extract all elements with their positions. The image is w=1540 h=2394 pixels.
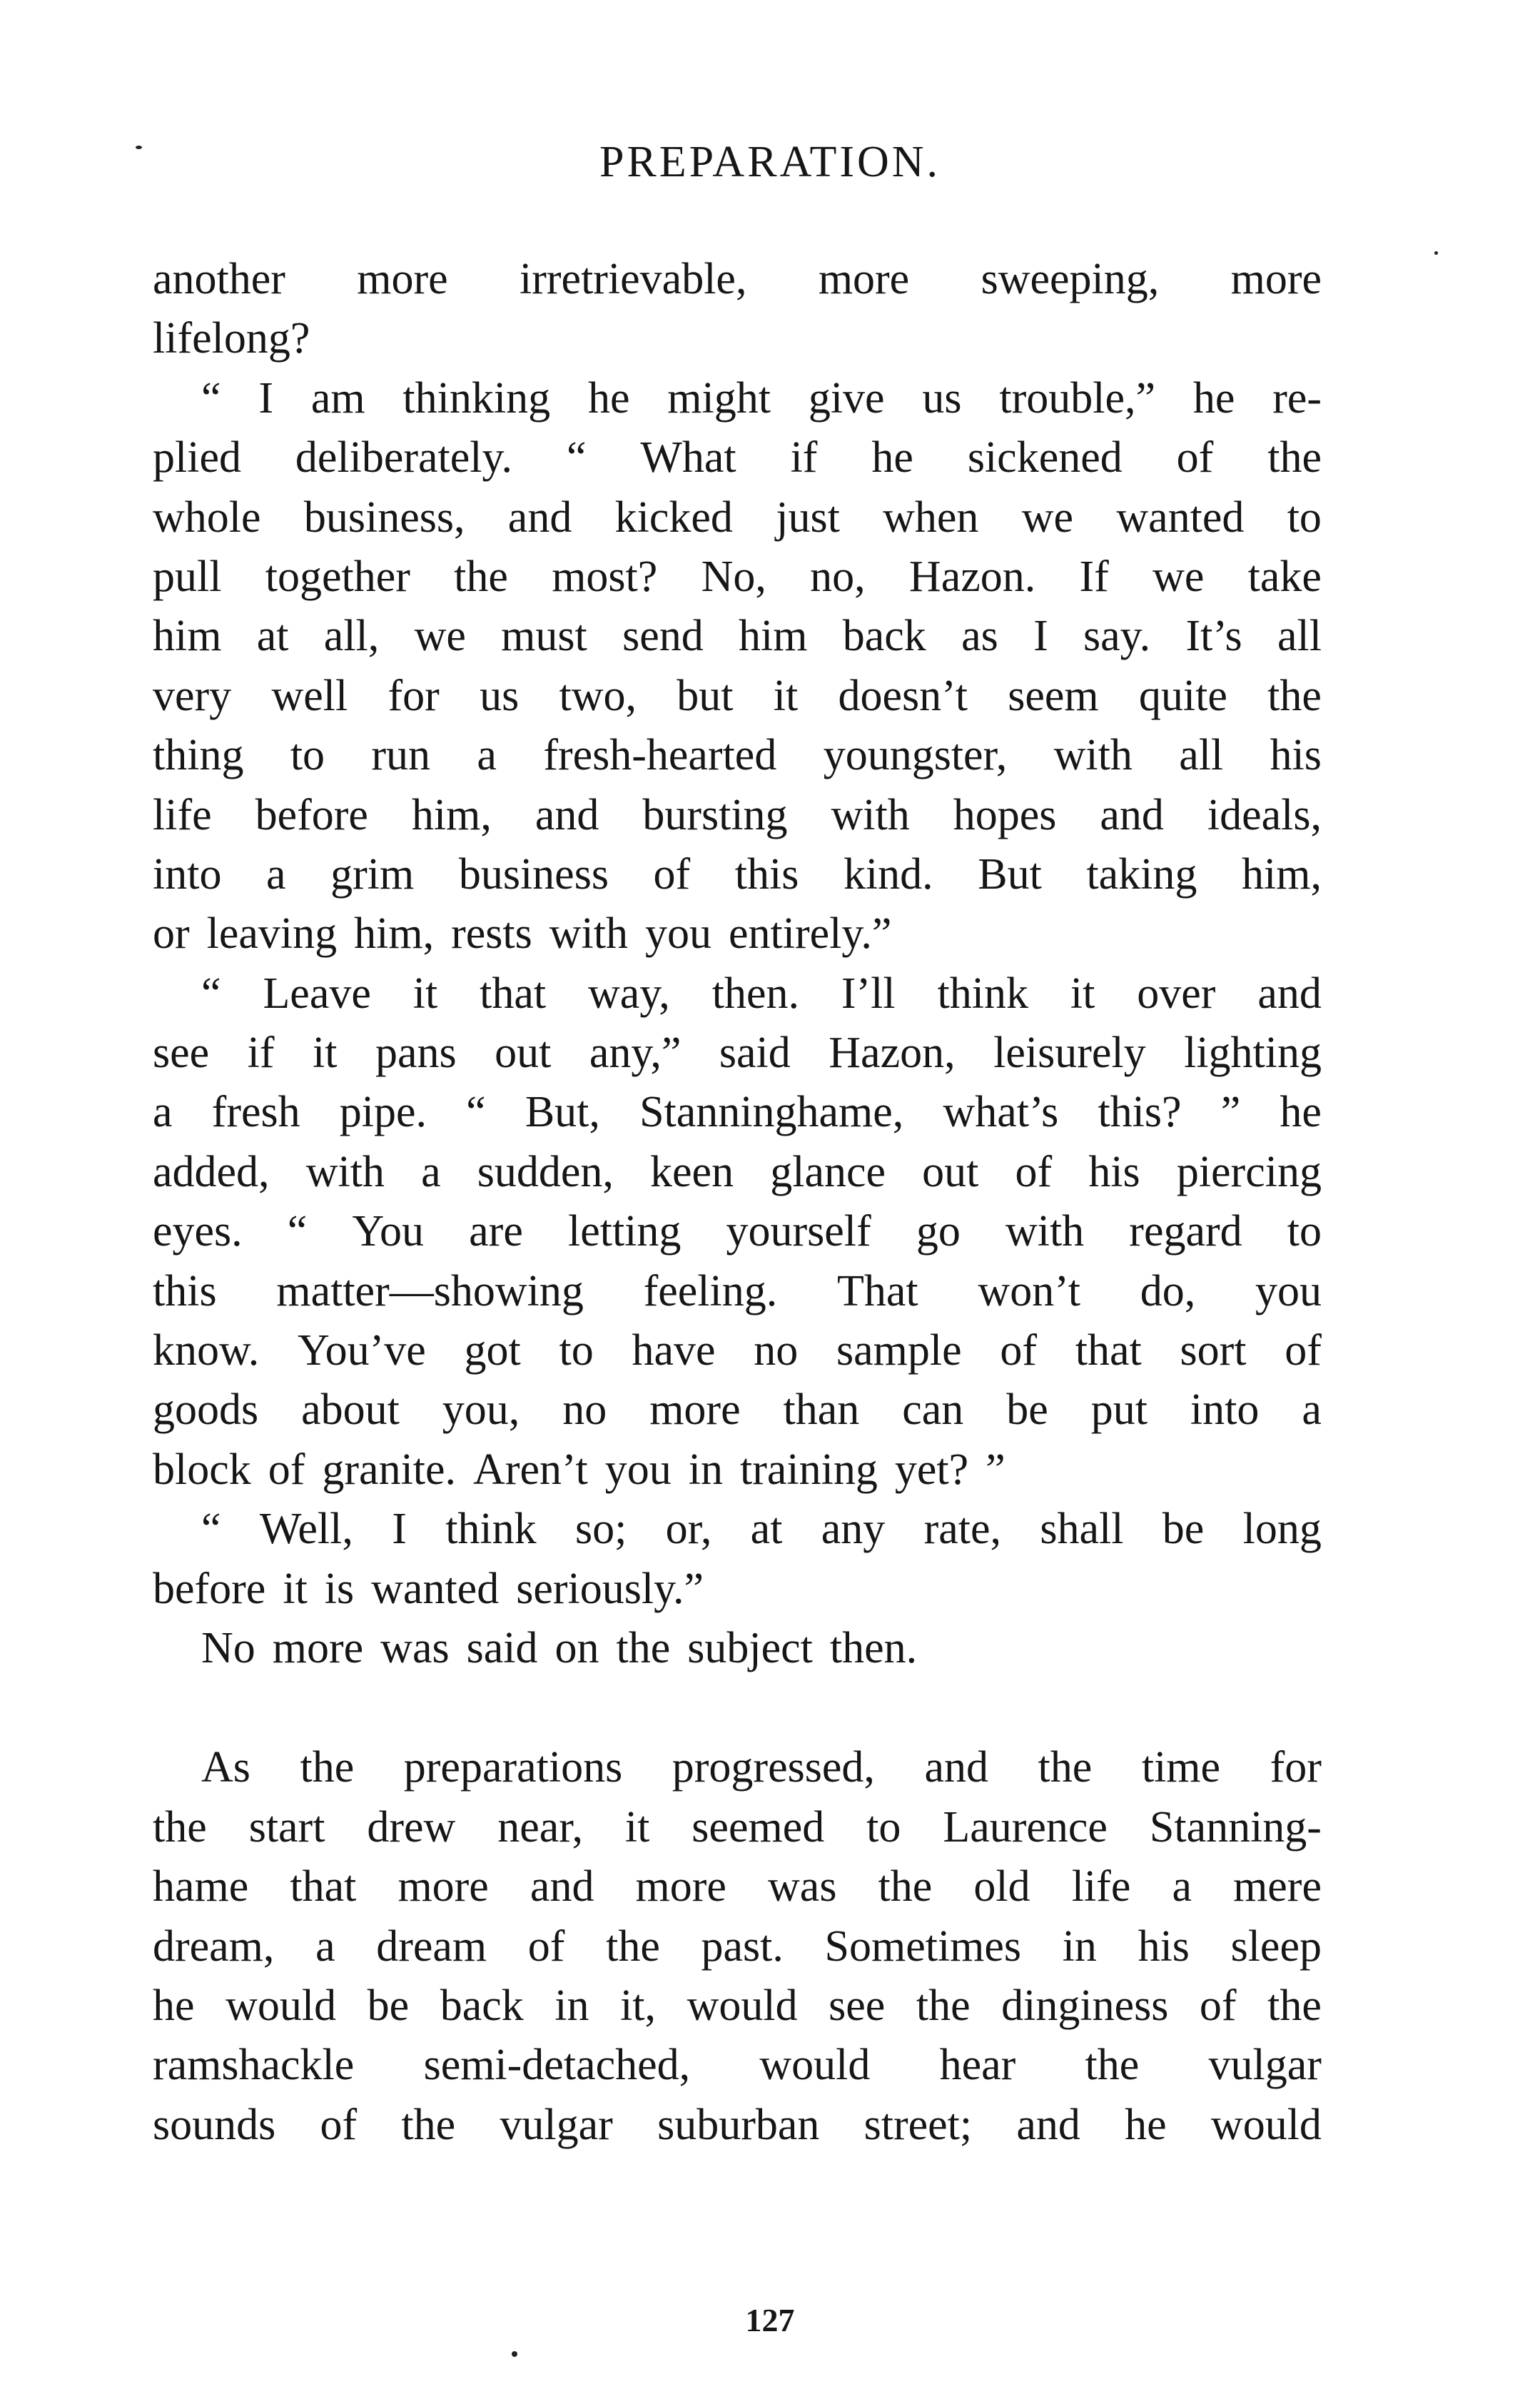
text-line: thing to run a fresh-hearted youngster, with all his — [153, 731, 1322, 780]
text-line: whole business, and kicked just when we wanted to — [153, 493, 1322, 542]
text-line: very well for us two, but it doesn’t seem quite the — [153, 671, 1322, 720]
text-line: a fresh pipe. “ But, Stanninghame, what’s this? ” he — [153, 1088, 1322, 1137]
text-line: he would be back in it, would see the dinginess of the — [153, 1981, 1322, 2030]
text-line: this matter—showing feeling. That won’t do, you — [153, 1266, 1322, 1315]
text-line: plied deliberately. “ What if he sickened of the — [153, 433, 1322, 483]
text-line: dream, a dream of the past. Sometimes in his sleep — [153, 1921, 1322, 1971]
section-break — [153, 1678, 1322, 1738]
text-line: into a grim business of this kind. But taking him, — [153, 849, 1322, 899]
text-line: or leaving him, rests with you entirely.” — [153, 909, 892, 959]
text-line: life before him, and bursting with hopes and ideals, — [153, 790, 1322, 839]
text-line: hame that more and more was the old life a mere — [153, 1862, 1322, 1911]
ink-speck — [512, 2351, 517, 2357]
text-line: him at all, we must send him back as I say. It’s all — [153, 612, 1322, 661]
text-line: ramshackle semi-detached, would hear the vulgar — [153, 2041, 1322, 2090]
text-line: lifelong? — [153, 314, 310, 363]
body-text — [153, 250, 1322, 2155]
text-line: another more irretrievable, more sweeping, more — [153, 255, 1322, 303]
page-number: 127 — [745, 2302, 795, 2338]
text-line: added, with a sudden, keen glance out of his piercing — [153, 1147, 1322, 1196]
text-line: block of granite. Aren’t you in training yet? ” — [153, 1445, 1005, 1494]
ink-speck — [1434, 251, 1438, 255]
text-line: As the preparations progressed, and the time for — [201, 1743, 1322, 1792]
text-line: “ I am thinking he might give us trouble,” he re- — [201, 373, 1322, 423]
text-line: see if it pans out any,” said Hazon, leisurely lighting — [153, 1029, 1322, 1078]
text-line: the start drew near, it seemed to Laurence Stanning- — [153, 1802, 1322, 1852]
text-line: know. You’ve got to have no sample of that sort of — [153, 1326, 1322, 1375]
text-line: before it is wanted seriously.” — [153, 1564, 704, 1613]
running-head: PREPARATION. — [599, 138, 941, 186]
text-line: sounds of the vulgar suburban street; and he would — [153, 2100, 1322, 2149]
text-line: “ Well, I think so; or, at any rate, shall be long — [201, 1505, 1322, 1554]
ink-speck — [136, 146, 142, 149]
text-line: No more was said on the subject then. — [201, 1623, 918, 1672]
text-line: “ Leave it that way, then. I’ll think it over and — [201, 969, 1322, 1018]
text-line: pull together the most? No, no, Hazon. If we take — [153, 552, 1322, 601]
text-line: goods about you, no more than can be put into a — [153, 1385, 1322, 1435]
text-line: eyes. “ You are letting yourself go with regard to — [153, 1207, 1322, 1256]
